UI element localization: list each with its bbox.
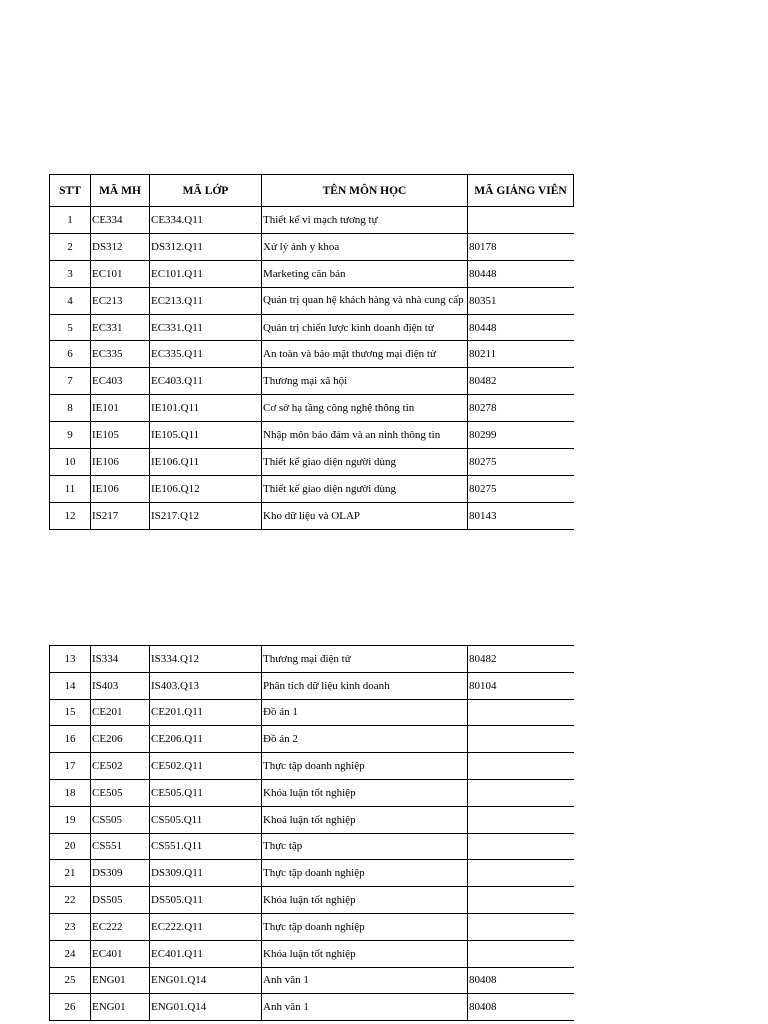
stt-cell: 2 (50, 233, 91, 260)
ma-mh-cell: EC222 (91, 913, 150, 940)
ma-lop-cell: EC331.Q11 (150, 314, 262, 341)
ten-mon-hoc-cell: Kho dữ liệu và OLAP (262, 502, 468, 529)
table-row (50, 368, 574, 395)
ma-lop-cell: IE101.Q11 (150, 395, 262, 422)
ma-lop-cell: EC101.Q11 (150, 260, 262, 287)
header-ma-mh: MÃ MH (91, 175, 150, 207)
ma-giang-vien-cell: 80408 (468, 967, 574, 994)
ma-giang-vien-cell: 80448 (468, 260, 574, 287)
ten-mon-hoc-cell: Cơ sở hạ tầng công nghệ thông tin (262, 395, 468, 422)
ma-mh-cell: CS505 (91, 806, 150, 833)
table-row (50, 753, 574, 780)
table-row (50, 207, 574, 234)
ma-lop-cell: IE105.Q11 (150, 422, 262, 449)
ma-giang-vien-cell: 80351 (468, 287, 574, 314)
table-row (50, 994, 574, 1021)
ma-mh-cell: CE502 (91, 753, 150, 780)
ten-mon-hoc-cell: Khóa luận tốt nghiệp (262, 779, 468, 806)
ma-lop-cell: EC401.Q11 (150, 940, 262, 967)
ten-mon-hoc-cell: Thiết kế vi mạch tương tự (262, 207, 468, 234)
stt-cell: 6 (50, 341, 91, 368)
ma-mh-cell: IE106 (91, 475, 150, 502)
stt-cell: 11 (50, 475, 91, 502)
table-body-top (50, 207, 574, 530)
ten-mon-hoc-cell: Đồ án 2 (262, 726, 468, 753)
header-stt: STT (50, 175, 91, 207)
course-table-page-top (49, 174, 574, 530)
ma-giang-vien-cell (468, 753, 574, 780)
ten-mon-hoc-cell: Thương mại điện tử (262, 646, 468, 673)
ma-mh-cell: EC401 (91, 940, 150, 967)
header-ten-mon-hoc: TÊN MÔN HỌC (262, 175, 468, 207)
stt-cell: 21 (50, 860, 91, 887)
stt-cell: 22 (50, 887, 91, 914)
ten-mon-hoc-cell: Quản trị quan hệ khách hàng và nhà cung cấp (262, 287, 468, 314)
stt-cell: 5 (50, 314, 91, 341)
ma-giang-vien-cell: 80178 (468, 233, 574, 260)
ma-mh-cell: CS551 (91, 833, 150, 860)
table-row (50, 699, 574, 726)
ma-mh-cell: IS217 (91, 502, 150, 529)
ma-mh-cell: DS312 (91, 233, 150, 260)
ma-lop-cell: CE206.Q11 (150, 726, 262, 753)
ma-lop-cell: DS505.Q11 (150, 887, 262, 914)
ma-lop-cell: CE505.Q11 (150, 779, 262, 806)
ma-giang-vien-cell: 80482 (468, 646, 574, 673)
table-row (50, 860, 574, 887)
table-row (50, 287, 574, 314)
ma-mh-cell: IS403 (91, 672, 150, 699)
ma-giang-vien-cell (468, 940, 574, 967)
table-row (50, 260, 574, 287)
ma-giang-vien-cell (468, 726, 574, 753)
ten-mon-hoc-cell: Marketing căn bản (262, 260, 468, 287)
ma-mh-cell: IS334 (91, 646, 150, 673)
ma-lop-cell: IE106.Q12 (150, 475, 262, 502)
stt-cell: 4 (50, 287, 91, 314)
table-row (50, 806, 574, 833)
ma-lop-cell: IS403.Q13 (150, 672, 262, 699)
table-row (50, 779, 574, 806)
header-ma-giang-vien: MÃ GIẢNG VIÊN (468, 175, 574, 207)
ma-mh-cell: IE101 (91, 395, 150, 422)
ma-mh-cell: EC335 (91, 341, 150, 368)
ma-lop-cell: EC213.Q11 (150, 287, 262, 314)
ma-giang-vien-cell: 80448 (468, 314, 574, 341)
stt-cell: 10 (50, 449, 91, 476)
stt-cell: 18 (50, 779, 91, 806)
table-header-row (50, 175, 574, 207)
ma-giang-vien-cell: 80408 (468, 994, 574, 1021)
ma-lop-cell: EC403.Q11 (150, 368, 262, 395)
table-row (50, 672, 574, 699)
table-row (50, 887, 574, 914)
table-row (50, 341, 574, 368)
table-row (50, 940, 574, 967)
ma-mh-cell: DS309 (91, 860, 150, 887)
ten-mon-hoc-cell: Anh văn 1 (262, 994, 468, 1021)
stt-cell: 12 (50, 502, 91, 529)
table-row (50, 314, 574, 341)
table-row (50, 395, 574, 422)
ma-lop-cell: CE502.Q11 (150, 753, 262, 780)
ten-mon-hoc-cell: Phân tích dữ liệu kinh doanh (262, 672, 468, 699)
stt-cell: 3 (50, 260, 91, 287)
stt-cell: 13 (50, 646, 91, 673)
ma-lop-cell: IS334.Q12 (150, 646, 262, 673)
ma-giang-vien-cell (468, 833, 574, 860)
ma-mh-cell: CE201 (91, 699, 150, 726)
ma-giang-vien-cell (468, 806, 574, 833)
ma-mh-cell: CE334 (91, 207, 150, 234)
ten-mon-hoc-cell: Thiết kế giao diện người dùng (262, 449, 468, 476)
ten-mon-hoc-cell: Xử lý ảnh y khoa (262, 233, 468, 260)
ten-mon-hoc-cell: Thực tập (262, 833, 468, 860)
table-row (50, 233, 574, 260)
ma-lop-cell: CE334.Q11 (150, 207, 262, 234)
ten-mon-hoc-cell: An toàn và bảo mật thương mại điện tử (262, 341, 468, 368)
ma-giang-vien-cell: 80275 (468, 475, 574, 502)
ten-mon-hoc-cell: Thực tập doanh nghiệp (262, 860, 468, 887)
stt-cell: 19 (50, 806, 91, 833)
ma-giang-vien-cell (468, 779, 574, 806)
ma-lop-cell: CE201.Q11 (150, 699, 262, 726)
stt-cell: 26 (50, 994, 91, 1021)
stt-cell: 1 (50, 207, 91, 234)
ma-mh-cell: CE206 (91, 726, 150, 753)
ma-lop-cell: EC335.Q11 (150, 341, 262, 368)
table-row (50, 726, 574, 753)
ma-giang-vien-cell (468, 207, 574, 234)
ma-giang-vien-cell: 80211 (468, 341, 574, 368)
ma-mh-cell: EC331 (91, 314, 150, 341)
ma-mh-cell: EC101 (91, 260, 150, 287)
stt-cell: 25 (50, 967, 91, 994)
ma-giang-vien-cell (468, 913, 574, 940)
ten-mon-hoc-cell: Thực tập doanh nghiệp (262, 753, 468, 780)
ma-mh-cell: IE105 (91, 422, 150, 449)
stt-cell: 14 (50, 672, 91, 699)
ma-giang-vien-cell: 80482 (468, 368, 574, 395)
ma-mh-cell: ENG01 (91, 967, 150, 994)
table-row (50, 833, 574, 860)
ten-mon-hoc-cell: Anh văn 1 (262, 967, 468, 994)
stt-cell: 23 (50, 913, 91, 940)
ma-lop-cell: ENG01.Q14 (150, 994, 262, 1021)
ten-mon-hoc-cell: Nhập môn bảo đảm và an ninh thông tin (262, 422, 468, 449)
table-row (50, 449, 574, 476)
ten-mon-hoc-cell: Khóa luận tốt nghiệp (262, 940, 468, 967)
ma-mh-cell: EC403 (91, 368, 150, 395)
ten-mon-hoc-cell: Thương mại xã hội (262, 368, 468, 395)
ma-lop-cell: EC222.Q11 (150, 913, 262, 940)
table-row (50, 913, 574, 940)
ma-mh-cell: DS505 (91, 887, 150, 914)
ma-lop-cell: DS309.Q11 (150, 860, 262, 887)
course-table-page-bottom (49, 645, 574, 1021)
stt-cell: 24 (50, 940, 91, 967)
table-body-bottom (50, 646, 574, 1021)
table-row (50, 475, 574, 502)
stt-cell: 9 (50, 422, 91, 449)
stt-cell: 17 (50, 753, 91, 780)
ma-lop-cell: DS312.Q11 (150, 233, 262, 260)
stt-cell: 8 (50, 395, 91, 422)
stt-cell: 7 (50, 368, 91, 395)
ten-mon-hoc-cell: Khóa luận tốt nghiệp (262, 887, 468, 914)
ten-mon-hoc-cell: Thiết kế giao diện người dùng (262, 475, 468, 502)
ten-mon-hoc-cell: Thực tập doanh nghiệp (262, 913, 468, 940)
table-row (50, 422, 574, 449)
table-row (50, 646, 574, 673)
stt-cell: 15 (50, 699, 91, 726)
stt-cell: 20 (50, 833, 91, 860)
ma-giang-vien-cell: 80275 (468, 449, 574, 476)
ma-giang-vien-cell (468, 860, 574, 887)
ma-giang-vien-cell: 80143 (468, 502, 574, 529)
ma-giang-vien-cell: 80278 (468, 395, 574, 422)
ten-mon-hoc-cell: Quản trị chiến lược kinh doanh điện tử (262, 314, 468, 341)
ma-giang-vien-cell (468, 699, 574, 726)
ten-mon-hoc-cell: Đồ án 1 (262, 699, 468, 726)
ma-mh-cell: CE505 (91, 779, 150, 806)
ma-giang-vien-cell: 80104 (468, 672, 574, 699)
header-ma-lop: MÃ LỚP (150, 175, 262, 207)
ma-lop-cell: IE106.Q11 (150, 449, 262, 476)
stt-cell: 16 (50, 726, 91, 753)
ma-lop-cell: ENG01.Q14 (150, 967, 262, 994)
ma-mh-cell: EC213 (91, 287, 150, 314)
ten-mon-hoc-cell: Khoá luận tốt nghiệp (262, 806, 468, 833)
ma-giang-vien-cell: 80299 (468, 422, 574, 449)
ma-mh-cell: IE106 (91, 449, 150, 476)
ma-lop-cell: CS551.Q11 (150, 833, 262, 860)
ma-mh-cell: ENG01 (91, 994, 150, 1021)
table-row (50, 502, 574, 529)
table-row (50, 967, 574, 994)
ma-lop-cell: IS217.Q12 (150, 502, 262, 529)
ma-lop-cell: CS505.Q11 (150, 806, 262, 833)
ma-giang-vien-cell (468, 887, 574, 914)
